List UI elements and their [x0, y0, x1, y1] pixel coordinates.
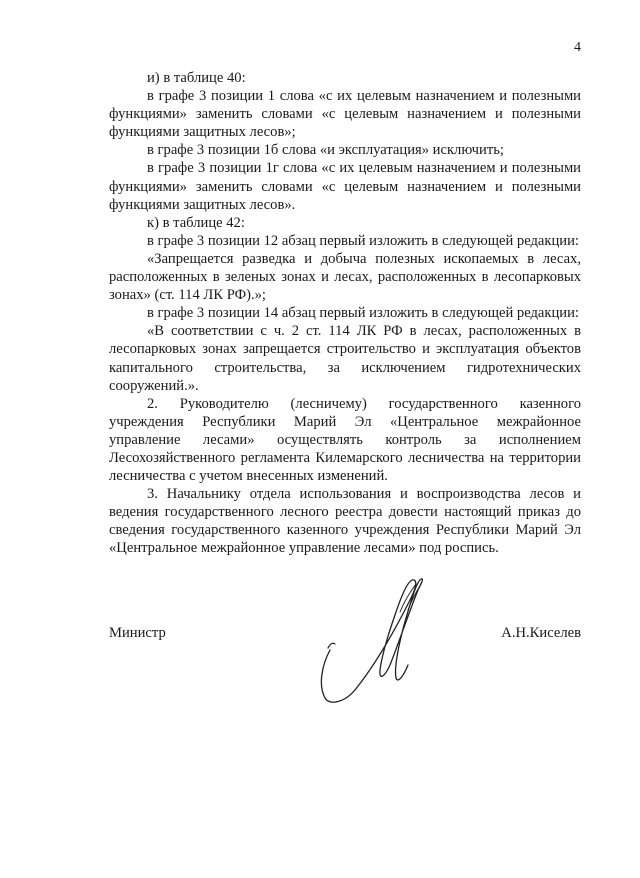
paragraph-table42-pos12-quote: «Запрещается разведка и добыча полезных ископаемых в лесах, расположенных в зеленых зонах и лесах, расположенных в лесопарковых зонах» (ст. 114 ЛК РФ).»; [109, 250, 581, 304]
page-number: 4 [574, 40, 581, 55]
paragraph-table40-pos1: в графе 3 позиции 1 слова «с их целевым назначением и полезными функциями» заменить словами «с целевым назначением и полезными функциями защитных лесов»; [109, 88, 581, 141]
paragraph-table42-pos14: в графе 3 позиции 14 абзац первый изложить в следующей редакции: [147, 305, 579, 322]
handwritten-signature [300, 570, 450, 710]
paragraph-table42-pos14-quote: «В соответствии с ч. 2 ст. 114 ЛК РФ в лесах, расположенных в лесопарковых зонах запрещается строительство и эксплуатация объектов капитального строительства, за исключением гидротехнических сооружений.». [109, 323, 581, 394]
document-body [109, 69, 581, 558]
paragraph-clause-3: 3. Начальнику отдела использования и воспроизводства лесов и ведения государственного лесного реестра довести настоящий приказ до сведения государственного казенного учреждения Республики Марий Эл «Центральное межрайонное управление лесами» под роспись. [109, 486, 581, 557]
paragraph-table40-pos1g: в графе 3 позиции 1г слова «с их целевым назначением и полезными функциями» заменить словами «с целевым назначением и полезными функциями защитных лесов». [109, 160, 581, 213]
minister-name: А.Н.Киселев [501, 625, 581, 641]
minister-title: Министр [109, 625, 166, 641]
paragraph-clause-2: 2. Руководителю (лесничему) государственного казенного учреждения Республики Марий Эл «Центральное межрайонное управление лесами» осуществлять контроль за исполнением Лесохозяйственного регламента Килемарского лесничества на территории лесничества с учетом внесенных изменений. [109, 395, 581, 485]
paragraph-item-k: к) в таблице 42: [147, 214, 245, 231]
paragraph-table40-pos1b: в графе 3 позиции 1б слова «и эксплуатация» исключить; [147, 142, 504, 159]
paragraph-item-i: и) в таблице 40: [147, 70, 246, 86]
paragraph-table42-pos12: в графе 3 позиции 12 абзац первый изложить в следующей редакции: [147, 232, 579, 249]
